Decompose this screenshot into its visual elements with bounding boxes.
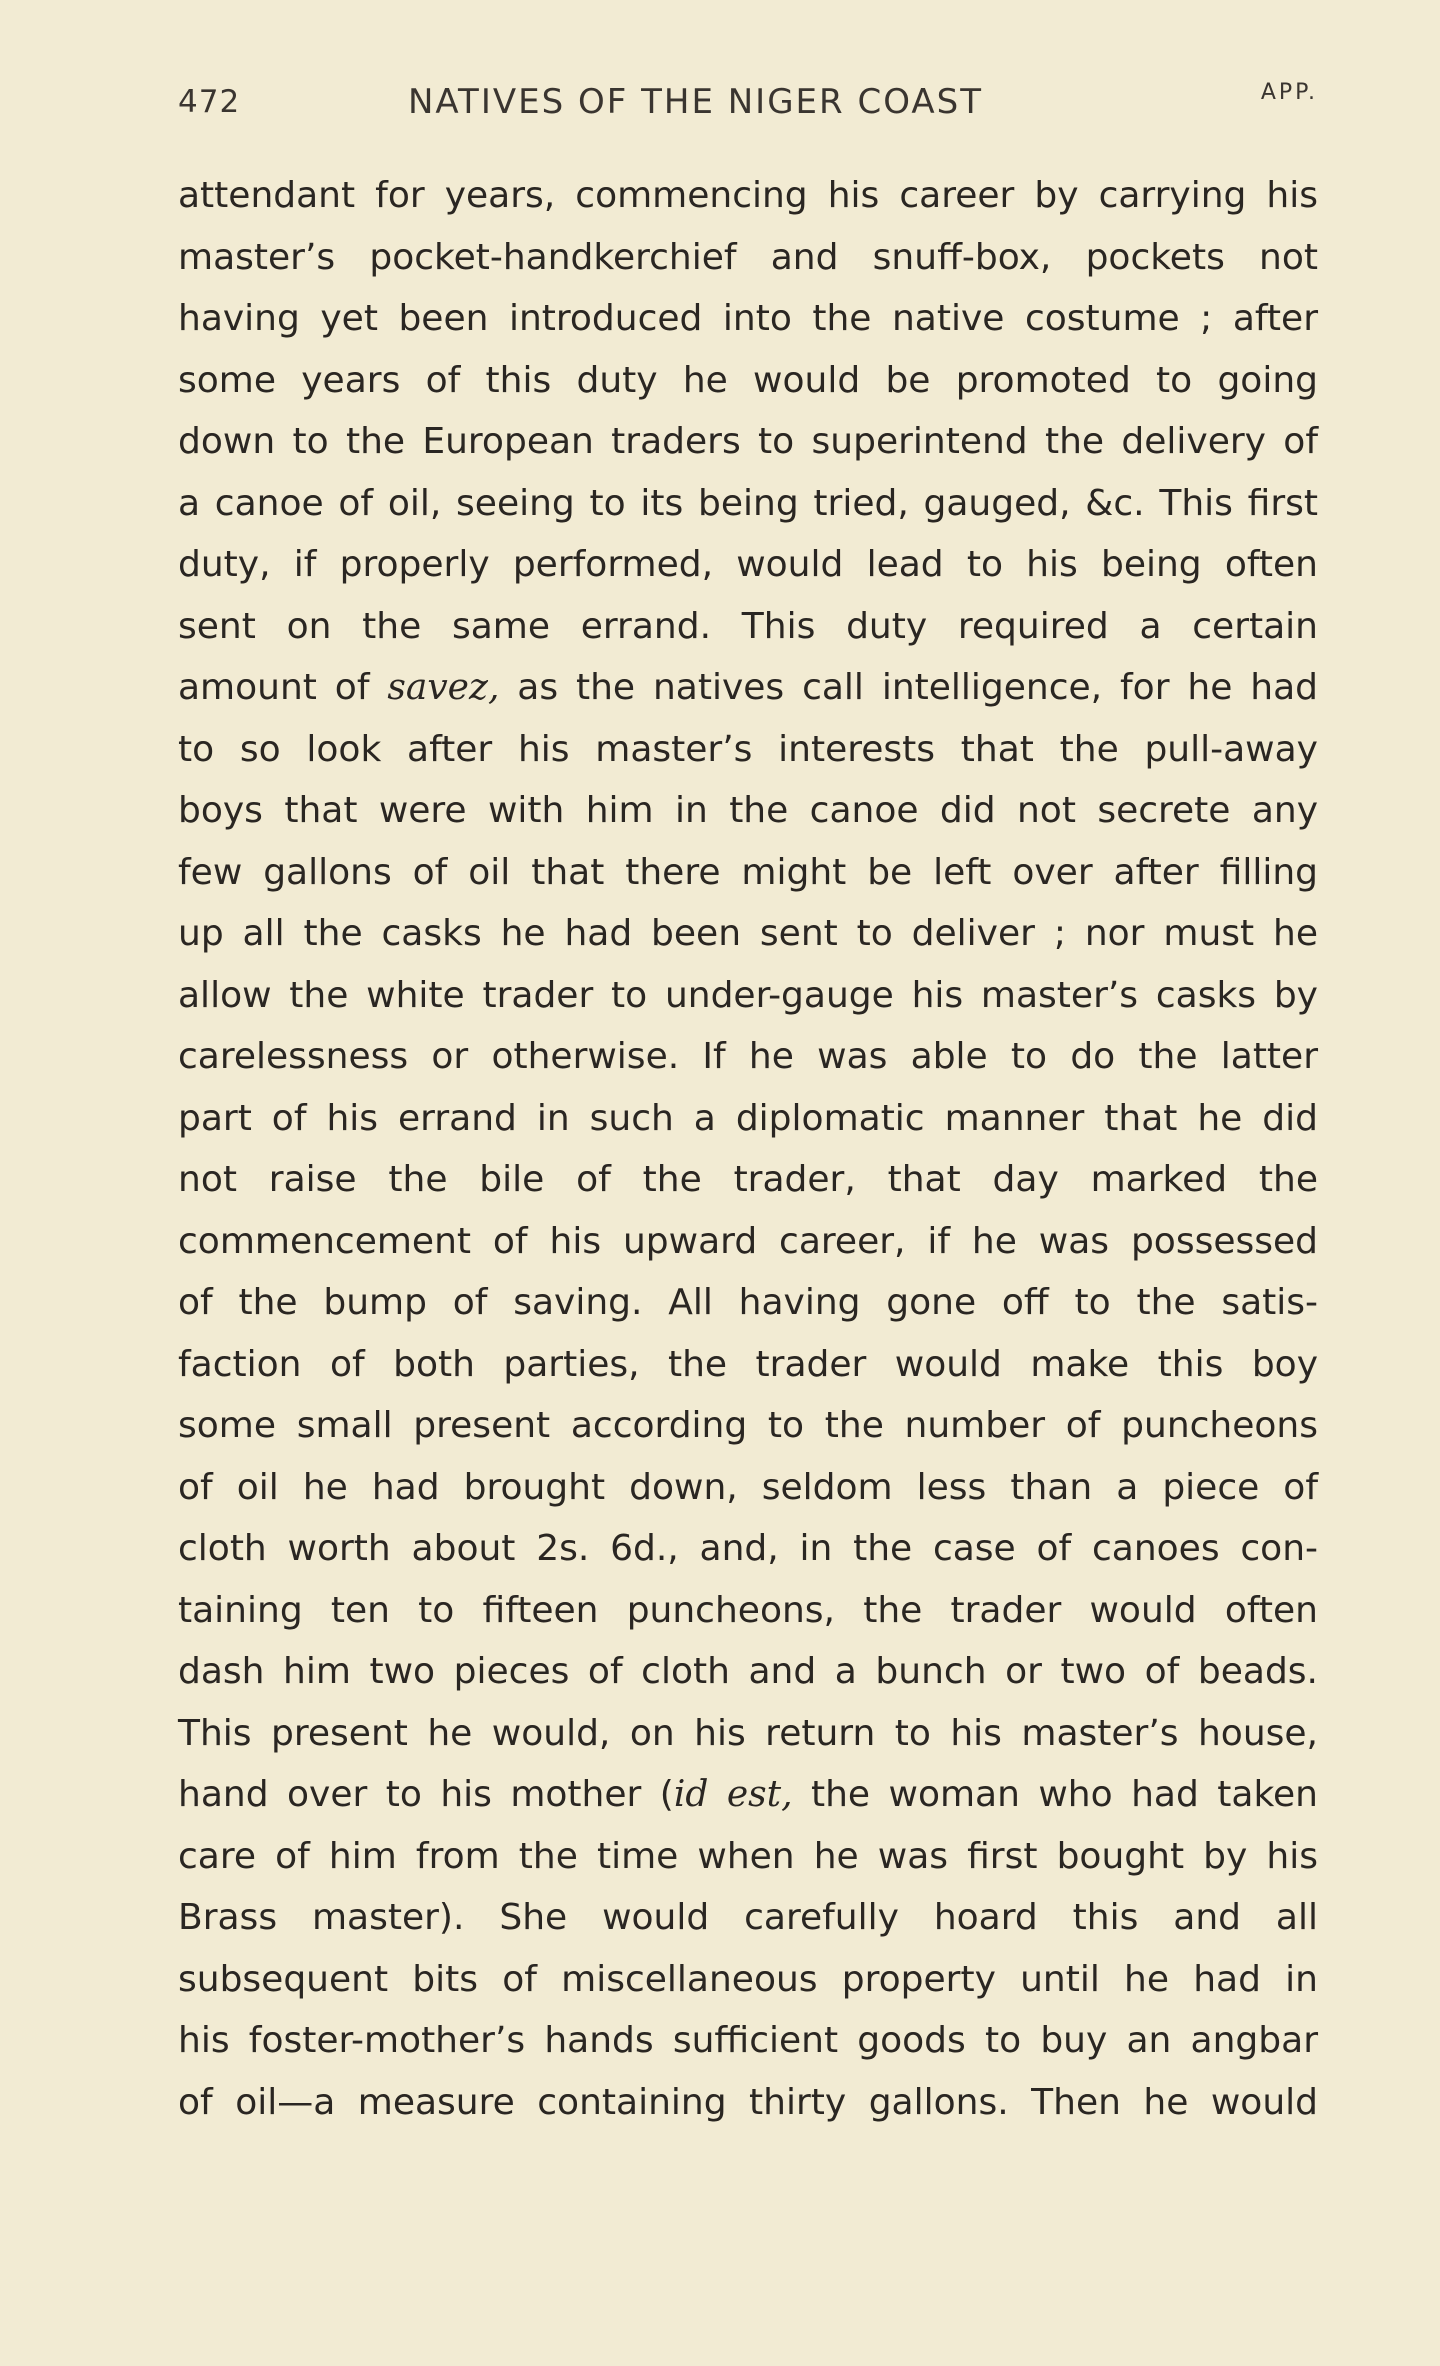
text-line: subsequent bits of miscellaneous property until he had in [178, 1958, 1318, 2000]
text-line: attendant for years, commencing his career by carrying his [178, 175, 1318, 216]
text-line: of the bump of saving. All having gone off to the satis- [178, 1282, 1318, 1323]
text-line: some years of this duty he would be promoted to going [178, 359, 1318, 401]
text-line: part of his errand in such a diplomatic manner that he did [178, 1097, 1318, 1139]
section-marker: APP. [1260, 80, 1318, 105]
text-line: care of him from the time when he was first bought by his [178, 1835, 1318, 1877]
text-line: to so look after his master’s interests that the pull-away [178, 728, 1318, 770]
text-line: his foster-mother’s hands sufficient goods to buy an angbar [178, 2020, 1318, 2061]
text-line: not raise the bile of the trader, that day marked the [178, 1159, 1318, 1200]
text-line: some small present according to the number of puncheons [178, 1405, 1318, 1446]
text-line: Brass master). She would carefully hoard this and all [178, 1897, 1318, 1938]
running-title: NATIVES OF THE NIGER COAST [408, 82, 983, 122]
text-line: boys that were with him in the canoe did not secrete any [178, 790, 1318, 831]
text-line: master’s pocket-handkerchief and snuff-box, pockets not [178, 236, 1318, 278]
text-line: down to the European traders to superintend the delivery of [178, 421, 1318, 462]
running-head [178, 78, 1318, 128]
text-line: allow the white trader to under-gauge his master’s casks by [178, 974, 1318, 1016]
text-line: cloth worth about 2s. 6d., and, in the case of canoes con- [178, 1528, 1318, 1569]
text-line: faction of both parties, the trader would make this boy [178, 1343, 1318, 1385]
italic-term: savez, [387, 667, 500, 708]
body-text [178, 165, 1318, 2133]
italic-term: id est, [673, 1774, 793, 1815]
text-line: a canoe of oil, seeing to its being tried, gauged, &c. This first [178, 482, 1318, 524]
text-line: taining ten to fifteen puncheons, the trader would often [178, 1589, 1318, 1631]
text-line: carelessness or otherwise. If he was able to do the latter [178, 1036, 1318, 1077]
text-line: amount of savez, as the natives call intelligence, for he had [178, 667, 1318, 708]
text-line: commencement of his upward career, if he was possessed [178, 1220, 1318, 1262]
page-number: 472 [178, 84, 241, 120]
text-line: dash him two pieces of cloth and a bunch or two of beads. [178, 1651, 1318, 1692]
text-line: duty, if properly performed, would lead to his being often [178, 544, 1318, 585]
text-line: having yet been introduced into the native costume ; after [178, 298, 1318, 339]
text-line: up all the casks he had been sent to deliver ; nor must he [178, 913, 1318, 954]
text-line: of oil—a measure containing thirty gallons. Then he would [178, 2081, 1318, 2123]
text-line: of oil he had brought down, seldom less than a piece of [178, 1466, 1318, 1508]
text-line: This present he would, on his return to his master’s house, [178, 1712, 1318, 1754]
text-line: few gallons of oil that there might be left over after filling [178, 851, 1318, 893]
text-line: sent on the same errand. This duty required a certain [178, 605, 1318, 647]
text-line: hand over to his mother (id est, the woman who had taken [178, 1774, 1318, 1815]
